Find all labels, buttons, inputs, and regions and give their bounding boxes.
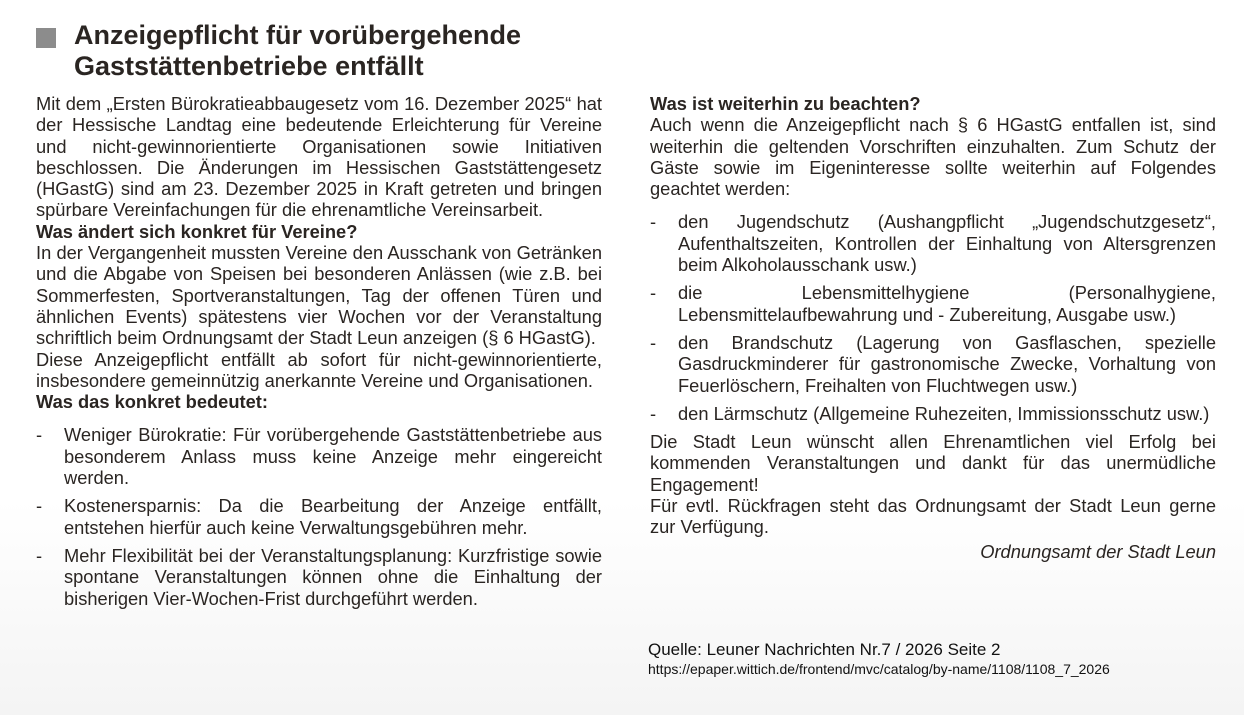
benefits-list: [36, 424, 602, 608]
left-column: [36, 93, 602, 609]
list-item: [650, 211, 1216, 275]
dash-bullet: -: [650, 402, 657, 424]
signature: Ordnungsamt der Stadt Leun: [980, 540, 1216, 562]
list-item-text: Mehr Flexibilität bei der Veranstaltungsplanung: Kurzfristige sowie spontane Veranstaltungen können ohne die Einhaltung der bisherigen Vier-Wochen-Frist durchgeführt werden.: [64, 544, 602, 609]
source-url[interactable]: https://epaper.wittich.de/frontend/mvc/catalog/by-name/1108/1108_7_2026: [648, 661, 1110, 677]
list-item: [650, 282, 1216, 325]
list-item: [36, 424, 602, 488]
rules-list: [650, 211, 1216, 424]
spacer: [650, 424, 1216, 431]
intro-paragraph: Mit dem „Ersten Bürokratieabbaugesetz vom 16. Dezember 2025“ hat der Hessische Landtag eine bedeutende Erleichterung für Vereine und nicht-gewinnorientierte Organisationen sowie Initiativen beschlossen. Die Änderungen im Hessischen Gaststättengesetz (HGastG) sind am 23. Dezember 2025 in Kraft getreten und bringen spürbare Vereinfachungen für die ehrenamtliche Vereinsarbeit.: [36, 93, 602, 221]
list-item: [650, 403, 1216, 424]
source-citation: [648, 640, 1228, 678]
list-item: [36, 545, 602, 609]
paragraph-past: In der Vergangenheit mussten Vereine den Ausschank von Getränken und die Abgabe von Speisen bei besonderen Anlässen (wie z.B. bei Sommerfesten, Sportveranstaltungen, Tag der offenen Türen und ähnlichen Events) spätestens vier Wochen vor der Veranstaltung schriftlich beim Ordnungsamt der Stadt Leun anzeigen (§ 6 HGastG).: [36, 242, 602, 349]
list-item-text: Weniger Bürokratie: Für vorübergehende Gaststättenbetriebe aus besonderem Anlass muss keine Anzeige mehr eingereicht werden.: [64, 424, 602, 489]
spacer: [36, 412, 602, 424]
spacer: [36, 488, 602, 495]
spacer: [650, 275, 1216, 282]
source-label: Quelle: Leuner Nachrichten Nr.7 / 2026 Seite 2: [648, 640, 1001, 659]
spacer: [650, 199, 1216, 211]
list-item-text: Kostenersparnis: Da die Bearbeitung der Anzeige entfällt, entstehen hierfür auch keine Verwaltungsgebühren mehr.: [64, 495, 602, 538]
dash-bullet: -: [36, 424, 43, 446]
title-line-1: Anzeigepflicht für vorübergehende: [74, 20, 522, 50]
paragraph-rules: Auch wenn die Anzeigepflicht nach § 6 HGastG entfallen ist, sind weiterhin die geltenden Vorschriften einzuhalten. Zum Schutz der Gäste sowie im Eigeninteresse sollte weiterhin auf Folgendes geachtet werden:: [650, 114, 1216, 200]
list-item-text: den Jugendschutz (Aushangpflicht „Jugendschutzgesetz“, Aufenthaltszeiten, Kontrollen der Einhaltung von Altersgrenzen beim Alkoholausschank usw.): [678, 211, 1216, 276]
heading-changes: Was ändert sich konkret für Vereine?: [36, 220, 358, 242]
list-item-text: die Lebensmittelhygiene (Personalhygiene, Lebensmittelaufbewahrung und - Zubereitung, Ausgabe usw.): [678, 282, 1216, 325]
heading-meaning: Was das konkret bedeutet:: [36, 391, 268, 413]
dash-bullet: -: [650, 211, 657, 233]
article-title: [74, 20, 634, 82]
dash-bullet: -: [650, 331, 657, 353]
dash-bullet: -: [36, 544, 43, 566]
spacer: [36, 538, 602, 545]
dash-bullet: -: [36, 495, 43, 517]
list-item: [650, 332, 1216, 396]
spacer: [650, 396, 1216, 403]
paragraph-abolished: Diese Anzeigepflicht entfällt ab sofort für nicht-gewinnorientierte, insbesondere gemeinnützig anerkannte Vereine und Organisationen.: [36, 348, 602, 391]
right-column: [650, 93, 1216, 562]
spacer: [650, 325, 1216, 332]
dash-bullet: -: [650, 282, 657, 304]
heading-observe: Was ist weiterhin zu beachten?: [650, 93, 921, 114]
list-item-text: den Brandschutz (Lagerung von Gasflaschen, spezielle Gasdruckminderer für gastronomische Zwecke, Vorhaltung von Feuerlöschern, Freihalten von Fluchtwegen usw.): [678, 331, 1216, 396]
title-line-2: Gaststättenbetriebe entfällt: [74, 51, 424, 81]
paragraph-thanks: Die Stadt Leun wünscht allen Ehrenamtlichen viel Erfolg bei kommenden Veranstaltungen und dankt für das unermüdliche Engagement!: [650, 431, 1216, 495]
title-square-marker: [36, 28, 56, 48]
paragraph-contact: Für evtl. Rückfragen steht das Ordnungsamt der Stadt Leun gerne zur Verfügung.: [650, 495, 1216, 538]
list-item-text: den Lärmschutz (Allgemeine Ruhezeiten, Immissionsschutz usw.): [678, 402, 1210, 424]
list-item: [36, 495, 602, 538]
